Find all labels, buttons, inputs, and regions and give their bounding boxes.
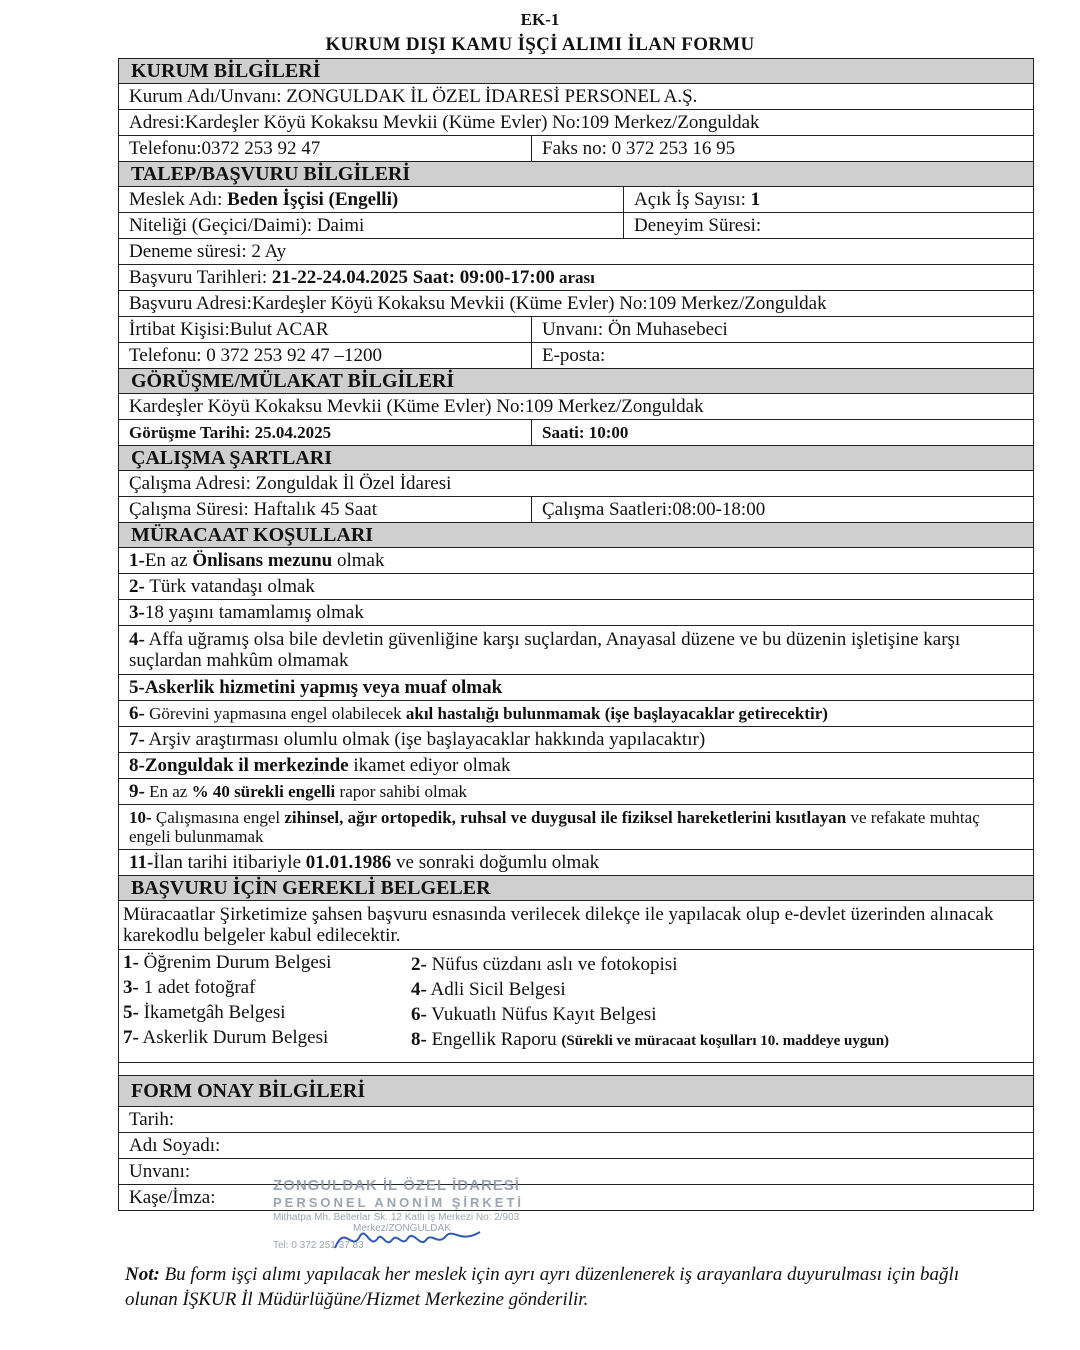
kosul-11: 11-İlan tarihi itibariyle 01.01.1986 ve sonraki doğumlu olmak xyxy=(129,852,600,873)
belge-6: 6- Vukuatlı Nüfus Kayıt Belgesi xyxy=(411,1004,657,1025)
belge-3: 3- 1 adet fotoğraf xyxy=(123,977,256,998)
belge-5: 5- İkametgâh Belgesi xyxy=(123,1002,286,1023)
kurum-fax: Faks no: 0 372 253 16 95 xyxy=(542,138,736,159)
deneyim: Deneyim Süresi: xyxy=(634,215,762,236)
calisma-sure: Çalışma Süresi: Haftalık 45 Saat xyxy=(119,497,532,522)
irtibat: İrtibat Kişisi:Bulut ACAR xyxy=(119,317,532,342)
calisma-saatler: Çalışma Saatleri:08:00-18:00 xyxy=(542,499,766,520)
kurum-phone: Telefonu:0372 253 92 47 xyxy=(119,136,532,161)
gorusme-adres: Kardeşler Köyü Kokaksu Mevkii (Küme Evler) No:109 Merkez/Zonguldak xyxy=(129,396,704,417)
section-muracaat: MÜRACAAT KOŞULLARI xyxy=(119,523,1033,548)
belge-7: 7- Askerlik Durum Belgesi xyxy=(123,1027,329,1048)
belge-4: 4- Adli Sicil Belgesi xyxy=(411,979,566,1000)
section-kurum: KURUM BİLGİLERİ xyxy=(119,59,1033,84)
section-calisma: ÇALIŞMA ŞARTLARI xyxy=(119,446,1033,471)
form-title: KURUM DIŞI KAMU İŞÇİ ALIMI İLAN FORMU xyxy=(325,34,755,55)
meslek-value: Beden İşçisi (Engelli) xyxy=(227,189,399,210)
kurum-name: Kurum Adı/Unvanı: ZONGULDAK İL ÖZEL İDARESİ PERSONEL A.Ş. xyxy=(129,86,698,107)
signature xyxy=(330,1218,490,1258)
nitelik: Niteliği (Geçici/Daimi): Daimi xyxy=(119,213,624,238)
kosul-10: 10- Çalışmasına engel zihinsel, ağır ortopedik, ruhsal ve duygusal ile fiziksel hareketlerini kısıtlayan ve refakate muhtaç engeli bulunmamak xyxy=(129,808,980,846)
gorusme-tarih: Görüşme Tarihi: 25.04.2025 xyxy=(119,420,532,445)
onay-kase: Kaşe/İmza: xyxy=(129,1187,216,1208)
belge-2: 2- Nüfus cüzdanı aslı ve fotokopisi xyxy=(411,954,678,975)
onay-adi: Adı Soyadı: xyxy=(129,1135,221,1156)
section-belgeler: BAŞVURU İÇİN GEREKLİ BELGELER xyxy=(119,876,1033,901)
kosul-4: 4- Affa uğramış olsa bile devletin güvenliğine karşı suçlardan, Anayasal düzene ve bu düzenin işletişine karşı suçlardan mahkûm olmamak xyxy=(129,629,961,671)
basvuru-adresi: Başvuru Adresi:Kardeşler Köyü Kokaksu Mevkii (Küme Evler) No:109 Merkez/Zonguldak xyxy=(129,293,827,314)
meslek-field: Meslek Adı: Beden İşçisi (Engelli) xyxy=(119,187,624,212)
kosul-5: 5-Askerlik hizmetini yapmış veya muaf olmak xyxy=(129,677,503,698)
company-stamp: ZONGULDAK İL ÖZEL İDARESİ PERSONEL ANONİM ŞİRKETİ Mithatpa Mh. Belterlar Sk. 12 Katlı İş Merkezi No: 2/903 Merkez/ZONGULDAK Tel: 0 372 251 37 83 xyxy=(273,1177,525,1251)
annex-label: EK-1 xyxy=(520,10,560,29)
belge-1: 1- Öğrenim Durum Belgesi xyxy=(123,952,332,973)
gorusme-saat: Saati: 10:00 xyxy=(542,423,629,442)
acik-is-field: Açık İş Sayısı: 1 xyxy=(634,189,761,210)
onay-unvan: Unvanı: xyxy=(129,1161,191,1182)
eposta: E-posta: xyxy=(542,345,606,366)
kurum-address: Adresi:Kardeşler Köyü Kokaksu Mevkii (Küme Evler) No:109 Merkez/Zonguldak xyxy=(129,112,760,133)
announcement-form xyxy=(118,58,1034,1211)
irtibat-telefon: Telefonu: 0 372 253 92 47 –1200 xyxy=(119,343,532,368)
kosul-8: 8-Zonguldak il merkezinde ikamet ediyor olmak xyxy=(129,755,511,776)
onay-tarih: Tarih: xyxy=(129,1109,175,1130)
kosul-6: 6- Görevini yapmasına engel olabilecek akıl hastalığı bulunmamak (işe başlayacaklar getirecektir) xyxy=(129,703,828,724)
kosul-2: 2- Türk vatandaşı olmak xyxy=(129,576,315,597)
calisma-adres: Çalışma Adresi: Zonguldak İl Özel İdaresi xyxy=(129,473,452,494)
footer-note: Not: Bu form işçi alımı yapılacak her meslek için ayrı ayrı düzenlenerek iş arayanlara duyurulması için bağlı olunan İŞKUR İl Müdürlüğüne/Hizmet Merkezine gönderilir. xyxy=(125,1264,960,1310)
kosul-3: 3-18 yaşını tamamlamış olmak xyxy=(129,602,364,623)
belge-8: 8- Engellik Raporu (Sürekli ve müracaat koşulları 10. maddeye uygun) xyxy=(411,1029,890,1050)
irtibat-unvan: Unvanı: Ön Muhasebeci xyxy=(542,319,728,340)
kosul-7: 7- Arşiv araştırması olumlu olmak (işe başlayacaklar hakkında yapılacaktır) xyxy=(129,729,706,750)
section-talep: TALEP/BAŞVURU BİLGİLERİ xyxy=(119,162,1033,187)
section-gorusme: GÖRÜŞME/MÜLAKAT BİLGİLERİ xyxy=(119,369,1033,394)
belgeler-list xyxy=(119,950,1033,1063)
kosul-9: 9- En az % 40 sürekli engelli rapor sahibi olmak xyxy=(129,781,468,802)
belgeler-intro: Müracaatlar Şirketimize şahsen başvuru esnasında verilecek dilekçe ile yapılacak olup e-devlet üzerinden alınacak karekodlu belgeler kabul edilecektir. xyxy=(123,904,994,946)
basvuru-tarihleri: Başvuru Tarihleri: 21-22-24.04.2025 Saat: 09:00-17:00 arası xyxy=(129,267,595,288)
kosul-1: 1-En az Önlisans mezunu olmak xyxy=(129,550,385,571)
section-onay: FORM ONAY BİLGİLERİ xyxy=(119,1076,1033,1107)
deneme: Deneme süresi: 2 Ay xyxy=(129,241,287,262)
